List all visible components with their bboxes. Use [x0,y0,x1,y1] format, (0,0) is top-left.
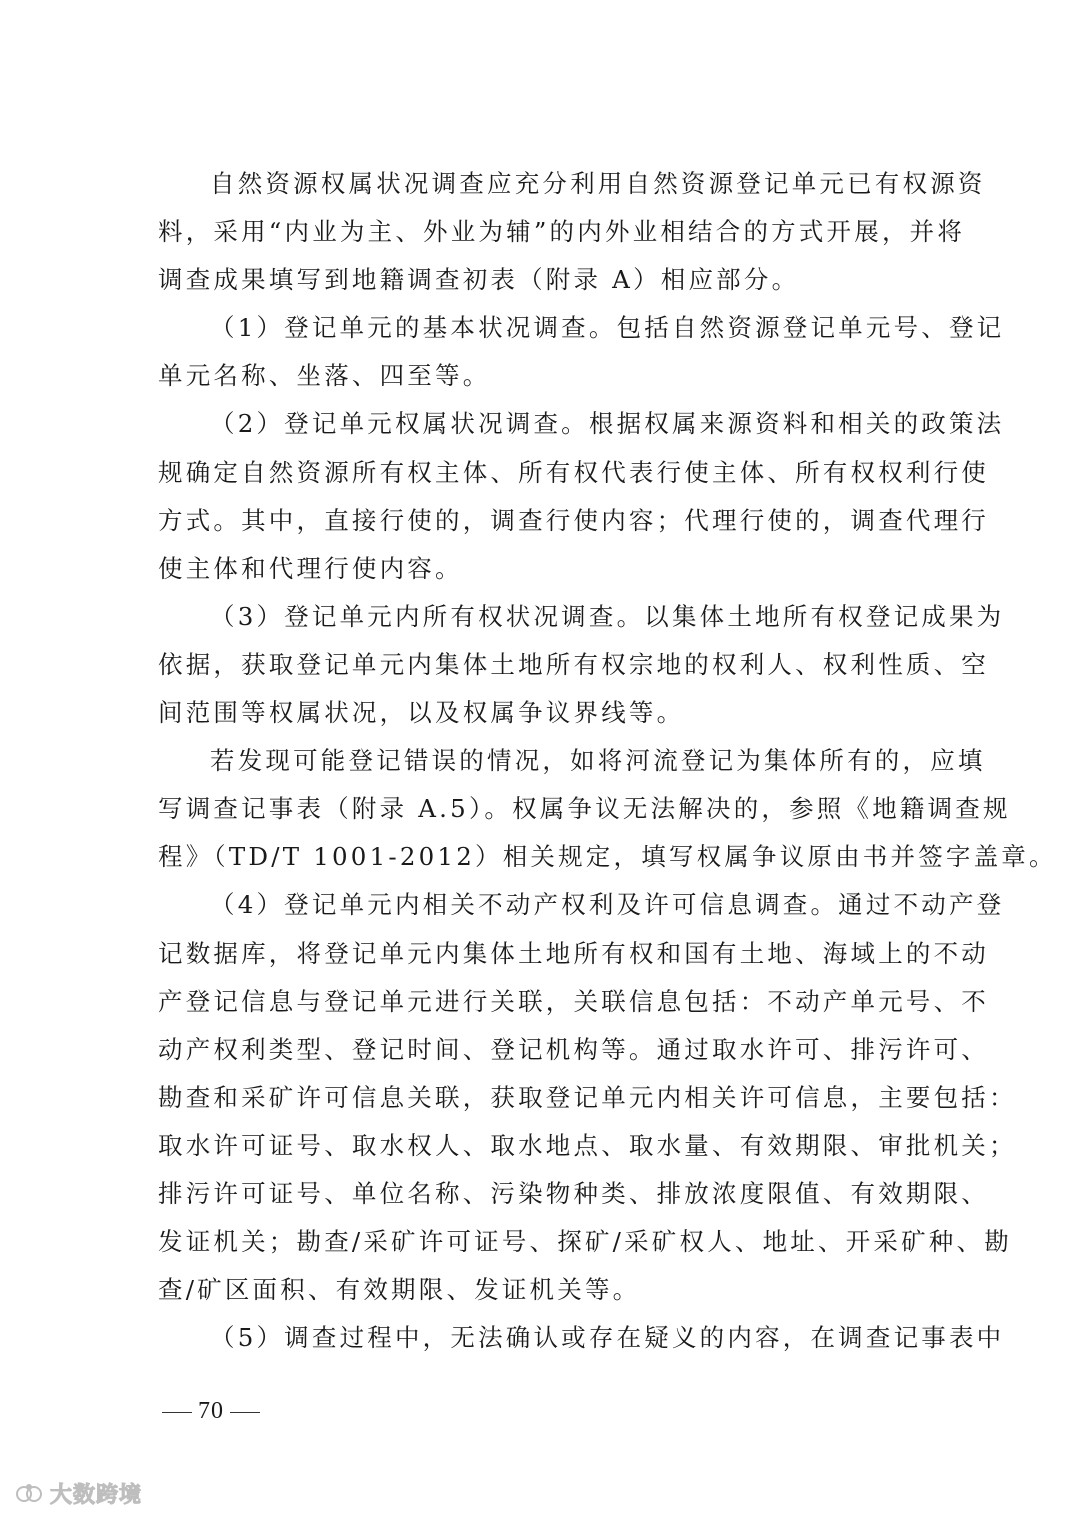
document-body [158,160,1057,1362]
paragraph-line: 勘查和采矿许可信息关联，获取登记单元内相关许可信息，主要包括： [158,1082,1017,1112]
paragraph-line: 使主体和代理行使内容。 [158,553,463,583]
paragraph-line: 产登记信息与登记单元进行关联，关联信息包括：不动产单元号、不 [158,986,989,1016]
paragraph-line: 若发现可能登记错误的情况，如将河流登记为集体所有的，应填 [210,746,986,776]
paragraph-line: 间范围等权属状况，以及权属争议界线等。 [158,698,685,728]
paragraph-line: 规确定自然资源所有权主体、所有权代表行使主体、所有权权利行使 [158,457,989,487]
paragraph-line: 取水许可证号、取水权人、取水地点、取水量、有效期限、审批机关； [158,1130,1017,1160]
paragraph-line: 单元名称、坐落、四至等。 [158,361,491,391]
watermark [14,1478,142,1509]
footer-dash-left [162,1412,192,1414]
paragraph-line: 自然资源权属状况调查应充分利用自然资源登记单元已有权源资 [210,169,986,198]
paragraph-line: 程》（TD/T 1001-2012）相关规定，填写权属争议原由书并签字盖章。 [158,842,1057,872]
paragraph-line: （5）调查过程中，无法确认或存在疑义的内容，在调查记事表中 [210,1323,1005,1353]
paragraph-line: 料，采用“内业为主、外业为辅”的内外业相结合的方式开展，并将 [158,217,966,247]
paragraph-line: 依据，获取登记单元内集体土地所有权宗地的权利人、权利性质、空 [158,649,989,679]
paragraph-line: 发证机关；勘查/采矿许可证号、探矿/采矿权人、地址、开采矿种、勘 [158,1227,1012,1257]
paragraph-line: （3）登记单元内所有权状况调查。以集体土地所有权登记成果为 [210,601,1005,631]
page-number: 70 [198,1398,224,1424]
paragraph-line: 动产权利类型、登记时间、登记机构等。通过取水许可、排污许可、 [158,1034,989,1064]
footer-dash-right [230,1412,260,1414]
page-footer [156,1398,266,1425]
paragraph-line: 写调查记事表（附录 A.5）。权属争议无法解决的，参照《地籍调查规 [158,794,1011,824]
paragraph-line: 查/矿区面积、有效期限、发证机关等。 [158,1275,641,1305]
paragraph-line: 记数据库，将登记单元内集体土地所有权和国有土地、海域上的不动 [158,938,989,968]
paragraph-line: 方式。其中，直接行使的，调查行使内容；代理行使的，调查代理行 [158,505,989,535]
paragraph-line: （1）登记单元的基本状况调查。包括自然资源登记单元号、登记 [210,313,1005,343]
paragraph-line: 排污许可证号、单位名称、污染物种类、排放浓度限值、有效期限、 [158,1178,989,1208]
paragraph-line: （4）登记单元内相关不动产权利及许可信息调查。通过不动产登 [210,890,1005,920]
watermark-text: 大数跨境 [50,1483,143,1508]
paragraph-line: （2）登记单元权属状况调查。根据权属来源资料和相关的政策法 [210,409,1005,439]
paragraph-line: 调查成果填写到地籍调查初表（附录 A）相应部分。 [158,265,800,295]
watermark-logo-icon [14,1479,44,1509]
